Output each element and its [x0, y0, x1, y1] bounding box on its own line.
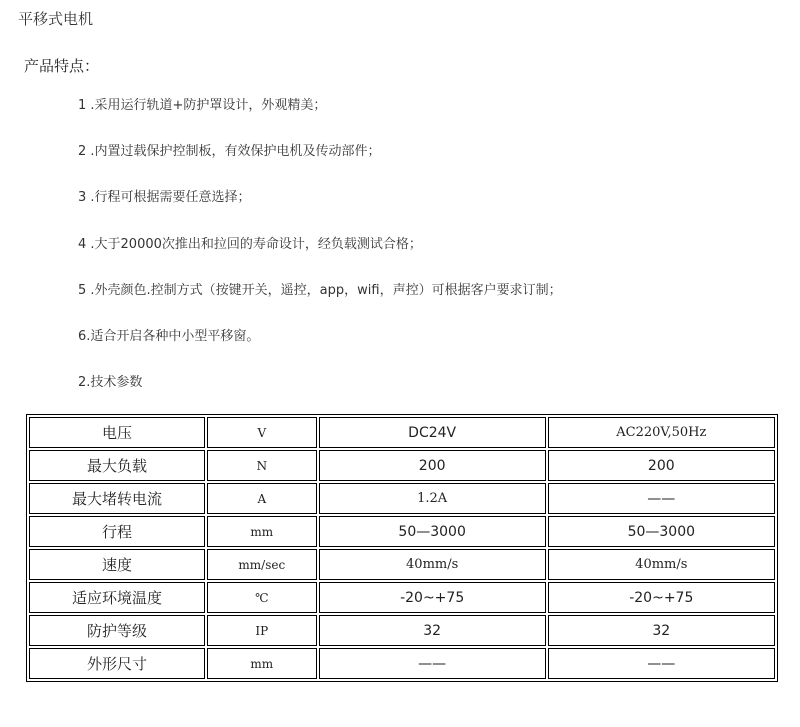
feature-item: 5 .外壳颜色.控制方式（按键开关，遥控，app，wifi，声控）可根据客户要求订制； [78, 282, 562, 298]
param-value-dc: -20~+75 [319, 582, 546, 613]
param-value-dc: 200 [319, 450, 546, 481]
param-value-ac: —— [548, 648, 775, 679]
param-name: 适应环境温度 [29, 582, 205, 613]
param-value-ac: 32 [548, 615, 775, 646]
feature-item: 4 .大于20000次推出和拉回的寿命设计，经负载测试合格； [78, 236, 422, 252]
param-unit: V [207, 417, 317, 448]
param-name: 速度 [29, 549, 205, 580]
param-unit: ℃ [207, 582, 317, 613]
section-heading-features: 产品特点： [24, 57, 100, 75]
param-value-dc: DC24V [319, 417, 546, 448]
feature-item: 2 .内置过载保护控制板，有效保护电机及传动部件； [78, 144, 381, 160]
param-value-dc: 50—3000 [319, 516, 546, 547]
param-value-ac: 200 [548, 450, 775, 481]
param-unit: mm/sec [207, 549, 317, 580]
param-value-dc: 32 [319, 615, 546, 646]
param-unit: mm [207, 648, 317, 679]
feature-item: 3 .行程可根据需要任意选择； [78, 190, 251, 206]
param-value-ac: AC220V,50Hz [548, 417, 775, 448]
param-value-ac: —— [548, 483, 775, 514]
param-unit: IP [207, 615, 317, 646]
table-row [29, 615, 775, 646]
param-name: 行程 [29, 516, 205, 547]
param-unit: A [207, 483, 317, 514]
param-name: 防护等级 [29, 615, 205, 646]
section-heading-specs: 2.技术参数 [78, 375, 143, 391]
table-row [29, 450, 775, 481]
param-value-dc: 40mm/s [319, 549, 546, 580]
param-unit: N [207, 450, 317, 481]
page-title: 平移式电机 [18, 10, 94, 28]
table-row [29, 582, 775, 613]
param-value-ac: 40mm/s [548, 549, 775, 580]
param-value-dc: —— [319, 648, 546, 679]
table-row [29, 483, 775, 514]
table-row [29, 516, 775, 547]
param-name: 外形尺寸 [29, 648, 205, 679]
param-value-ac: 50—3000 [548, 516, 775, 547]
spec-table [26, 414, 778, 682]
param-unit: mm [207, 516, 317, 547]
param-value-ac: -20~+75 [548, 582, 775, 613]
param-value-dc: 1.2A [319, 483, 546, 514]
table-row [29, 648, 775, 679]
feature-item: 6.适合开启各种中小型平移窗。 [78, 328, 260, 344]
param-name: 最大堵转电流 [29, 483, 205, 514]
feature-list [78, 96, 562, 419]
table-row [29, 549, 775, 580]
table-row [29, 417, 775, 448]
feature-item: 1 .采用运行轨道+防护罩设计，外观精美； [78, 98, 327, 113]
param-name: 电压 [29, 417, 205, 448]
param-name: 最大负载 [29, 450, 205, 481]
